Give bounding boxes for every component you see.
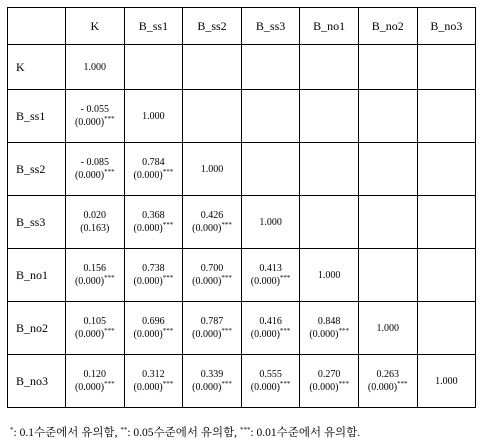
correlation-cell bbox=[241, 90, 300, 143]
coefficient-value: - 0.055 bbox=[80, 104, 109, 115]
coefficient-value: 1.000 bbox=[317, 269, 341, 281]
correlation-cell bbox=[183, 249, 242, 302]
p-value: (0.000) bbox=[133, 170, 163, 181]
p-value: (0.000) bbox=[74, 276, 105, 287]
significance-stars: *** bbox=[221, 380, 232, 388]
significance-stars: *** bbox=[162, 327, 174, 335]
correlation-cell bbox=[183, 302, 242, 355]
p-value: (0.000) bbox=[192, 382, 222, 393]
significance-stars: *** bbox=[104, 380, 115, 388]
row-header: B_no2 bbox=[8, 302, 66, 355]
correlation-cell bbox=[300, 90, 359, 143]
significance-stars: *** bbox=[162, 221, 174, 229]
correlation-cell bbox=[358, 90, 417, 143]
correlation-cell bbox=[66, 196, 125, 249]
significance-stars: *** bbox=[162, 380, 174, 388]
significance-stars: *** bbox=[221, 327, 232, 335]
correlation-cell bbox=[241, 45, 300, 90]
significance-stars: *** bbox=[162, 274, 174, 282]
coefficient-value: 1.000 bbox=[435, 375, 458, 387]
row-header: K bbox=[8, 45, 66, 90]
significance-stars: *** bbox=[221, 274, 232, 282]
correlation-cell bbox=[300, 143, 359, 196]
correlation-cell bbox=[124, 196, 183, 249]
footnote-marker-1: * bbox=[10, 426, 14, 434]
significance-footnote bbox=[10, 424, 360, 440]
row-header: B_ss3 bbox=[8, 196, 66, 249]
table-row bbox=[8, 196, 476, 249]
coefficient-value: 1.000 bbox=[259, 216, 282, 228]
correlation-cell bbox=[66, 143, 125, 196]
significance-stars: *** bbox=[338, 380, 349, 388]
p-value: (0.000) bbox=[309, 382, 339, 393]
p-value: (0.000) bbox=[192, 276, 222, 287]
p-value: (0.000) bbox=[309, 329, 339, 340]
coefficient-value: 1.000 bbox=[142, 110, 165, 122]
correlation-cell bbox=[241, 196, 300, 249]
column-header: B_no2 bbox=[358, 8, 417, 45]
coefficient-value: 0.555 bbox=[259, 369, 282, 380]
p-value: (0.163) bbox=[80, 223, 110, 234]
column-header: B_no1 bbox=[300, 8, 359, 45]
correlation-cell bbox=[417, 196, 476, 249]
significance-stars: *** bbox=[397, 380, 408, 388]
table-row bbox=[8, 45, 476, 90]
correlation-cell bbox=[66, 249, 125, 302]
correlation-cell bbox=[124, 90, 183, 143]
footnote-marker-2: ** bbox=[120, 426, 128, 434]
correlation-cell bbox=[66, 90, 125, 143]
correlation-cell bbox=[66, 302, 125, 355]
correlation-cell bbox=[183, 196, 242, 249]
coefficient-value: 0.312 bbox=[142, 369, 165, 380]
column-header: B_no3 bbox=[417, 8, 476, 45]
correlation-cell bbox=[300, 355, 359, 408]
correlation-cell bbox=[417, 249, 476, 302]
column-header: B_ss2 bbox=[183, 8, 242, 45]
coefficient-value: 0.738 bbox=[142, 263, 165, 274]
footnote-text-1: : 0.1수준에서 유의함, bbox=[13, 427, 121, 439]
column-header: B_ss1 bbox=[124, 8, 183, 45]
correlation-cell bbox=[241, 355, 300, 408]
row-header: B_no3 bbox=[8, 355, 66, 408]
significance-stars: *** bbox=[162, 168, 174, 176]
correlation-cell bbox=[241, 302, 300, 355]
correlation-cell bbox=[300, 249, 359, 302]
coefficient-value: 0.784 bbox=[142, 157, 165, 168]
coefficient-value: 1.000 bbox=[83, 61, 107, 73]
correlation-cell bbox=[241, 143, 300, 196]
correlation-cell bbox=[300, 45, 359, 90]
correlation-cell bbox=[358, 302, 417, 355]
p-value: (0.000) bbox=[133, 223, 163, 234]
correlation-cell bbox=[183, 90, 242, 143]
footnote-text-2: : 0.05수준에서 유의함, bbox=[127, 427, 240, 439]
correlation-cell bbox=[124, 143, 183, 196]
table-row bbox=[8, 143, 476, 196]
significance-stars: *** bbox=[338, 327, 349, 335]
row-header: B_no1 bbox=[8, 249, 66, 302]
header-row bbox=[8, 8, 476, 45]
coefficient-value: 0.339 bbox=[200, 369, 224, 380]
correlation-cell bbox=[358, 249, 417, 302]
correlation-cell bbox=[417, 143, 476, 196]
p-value: (0.000) bbox=[192, 223, 222, 234]
correlation-cell bbox=[66, 45, 125, 90]
correlation-cell bbox=[183, 355, 242, 408]
p-value: (0.000) bbox=[250, 276, 280, 287]
p-value: (0.000) bbox=[192, 329, 222, 340]
coefficient-value: 0.426 bbox=[200, 210, 224, 221]
correlation-cell bbox=[417, 90, 476, 143]
significance-stars: *** bbox=[279, 274, 291, 282]
row-header: B_ss1 bbox=[8, 90, 66, 143]
column-header: K bbox=[66, 8, 125, 45]
coefficient-value: 1.000 bbox=[200, 163, 224, 175]
p-value: (0.000) bbox=[74, 329, 105, 340]
p-value: (0.000) bbox=[250, 382, 280, 393]
coefficient-value: 0.787 bbox=[200, 316, 224, 327]
p-value: (0.000) bbox=[133, 276, 163, 287]
correlation-cell bbox=[358, 355, 417, 408]
footnote-text-3: : 0.01수준에서 유의함. bbox=[250, 427, 361, 439]
p-value: (0.000) bbox=[133, 382, 163, 393]
coefficient-value: 0.105 bbox=[83, 316, 107, 327]
correlation-cell bbox=[358, 143, 417, 196]
coefficient-value: 0.368 bbox=[142, 210, 165, 221]
table-row bbox=[8, 302, 476, 355]
significance-stars: *** bbox=[104, 274, 115, 282]
header-corner-cell bbox=[8, 8, 66, 45]
correlation-cell bbox=[358, 45, 417, 90]
coefficient-value: 0.696 bbox=[142, 316, 165, 327]
coefficient-value: 1.000 bbox=[376, 322, 400, 334]
correlation-cell bbox=[417, 355, 476, 408]
coefficient-value: 0.413 bbox=[259, 263, 282, 274]
correlation-cell bbox=[183, 143, 242, 196]
correlation-cell bbox=[124, 249, 183, 302]
p-value: (0.000) bbox=[74, 382, 105, 393]
correlation-cell bbox=[124, 355, 183, 408]
correlation-cell bbox=[183, 45, 242, 90]
coefficient-value: 0.270 bbox=[317, 369, 341, 380]
p-value: (0.000) bbox=[74, 170, 105, 181]
p-value: (0.000) bbox=[74, 117, 105, 128]
coefficient-value: 0.263 bbox=[376, 369, 400, 380]
coefficient-value: 0.020 bbox=[83, 210, 107, 221]
significance-stars: *** bbox=[104, 115, 115, 123]
correlation-cell bbox=[241, 249, 300, 302]
table-row bbox=[8, 355, 476, 408]
footnote-marker-3: *** bbox=[239, 426, 251, 434]
significance-stars: *** bbox=[104, 168, 115, 176]
correlation-cell bbox=[358, 196, 417, 249]
correlation-cell bbox=[66, 355, 125, 408]
coefficient-value: 0.848 bbox=[317, 316, 341, 327]
correlation-cell bbox=[417, 45, 476, 90]
coefficient-value: 0.416 bbox=[259, 316, 282, 327]
significance-stars: *** bbox=[279, 380, 291, 388]
significance-stars: *** bbox=[221, 221, 232, 229]
column-header: B_ss3 bbox=[241, 8, 300, 45]
p-value: (0.000) bbox=[133, 329, 163, 340]
p-value: (0.000) bbox=[367, 382, 398, 393]
correlation-cell bbox=[300, 196, 359, 249]
correlation-cell bbox=[124, 45, 183, 90]
p-value: (0.000) bbox=[250, 329, 280, 340]
coefficient-value: 0.120 bbox=[83, 369, 107, 380]
table-row bbox=[8, 249, 476, 302]
coefficient-value: - 0.085 bbox=[80, 157, 109, 168]
significance-stars: *** bbox=[104, 327, 115, 335]
significance-stars: *** bbox=[279, 327, 291, 335]
correlation-cell bbox=[300, 302, 359, 355]
correlation-table bbox=[7, 7, 476, 408]
coefficient-value: 0.156 bbox=[83, 263, 107, 274]
row-header: B_ss2 bbox=[8, 143, 66, 196]
correlation-cell bbox=[417, 302, 476, 355]
table-row bbox=[8, 90, 476, 143]
coefficient-value: 0.700 bbox=[200, 263, 224, 274]
correlation-cell bbox=[124, 302, 183, 355]
